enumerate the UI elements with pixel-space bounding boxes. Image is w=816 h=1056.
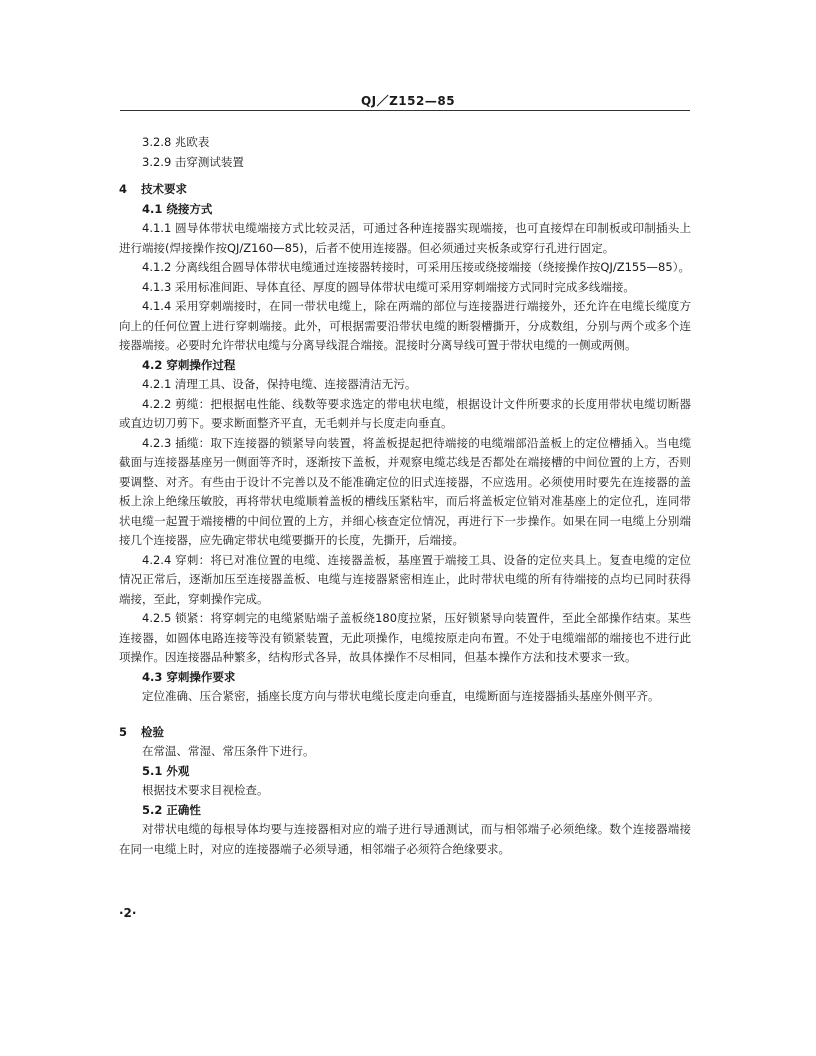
para-4-2-3: 4.2.3 插缆：取下连接器的锁紧导向装置，将盖板提起把待端接的电缆端部沿盖板上的定位槽插入。当电缆截面与连接器基座另一侧面等齐时，逐渐按下盖板，并观察电缆芯线是否都处在端接槽的中间位置的上方，否则要调整、对齐。有些由于设计不完善以及不能准确定位的旧式连接器，不应选用。必须使用时要先在连接器的盖板上涂上绝缘压敏胶，再将带状电缆顺着盖板的槽线压紧粘牢，而后将盖板定位销对准基座上的定位孔，连同带状电缆一起置于端接槽的中间位置的上方，并细心核查定位情况，再进行下一步操作。如果在同一电缆上分别端接几个连接器，应先确定带状电缆要撕开的长度，先撕开，后端接。: [119, 435, 691, 547]
document-body: [119, 133, 691, 859]
subsection-4-1-heading: 4.1 绕接方式: [142, 201, 213, 216]
para-4-2-4: 4.2.4 穿刺：将已对准位置的电缆、连接器盖板，基座置于端接工具、设备的定位夹具上。复查电缆的定位情况正常后，逐渐加压至连接器盖板、电缆与连接器紧密相连止，此时带状电缆的所有待端接的点均已同时获得端接，至此，穿刺操作完成。: [119, 552, 691, 606]
item-3-2-8: 3.2.8 兆欧表: [142, 135, 210, 149]
standard-code-header: QJ／Z152—85: [360, 94, 456, 108]
para-4-1-4: 4.1.4 采用穿刺端接时，在同一带状电缆上，除在两端的部位与连接器进行端接外，还允许在电缆长缆度方向上的任何位置上进行穿刺端接。此外，可根据需要沿带状电缆的断裂槽撕开，分成数组，分别与两个或多个连接器端接。必要时允许带状电缆与分离导线混合端接。混接时分离导线可置于带状电缆的一侧或两侧。: [119, 299, 691, 352]
section-gap: [119, 707, 691, 715]
subsection-5-1-heading: 5.1 外观: [142, 763, 190, 778]
section-4-heading: [119, 180, 691, 200]
para-5-intro: 在常温、常湿、常压条件下进行。: [142, 744, 315, 758]
item-3-2-9: 3.2.9 击穿测试装置: [142, 154, 244, 169]
page-number: ·2·: [119, 906, 137, 920]
para-5-2: 对带状电缆的每根导体均要与连接器相对应的端子进行导通测试，而与相邻端子必须绝缘。数个连接器端接在同一电缆上时，对应的连接器端子必须导通，相邻端子必须符合绝缘要求。: [119, 822, 691, 856]
section-5-heading: [119, 723, 691, 743]
section-5-title: 检验: [141, 724, 164, 739]
para-4-2-2: 4.2.2 剪缆：把根据电性能、线数等要求选定的带电状电缆，根据设计文件所要求的长度用带状电缆切断器或直边切刀剪下。要求断面整齐平直，无毛刺并与长度走向垂直。: [119, 396, 691, 430]
subsection-4-3-heading: 4.3 穿刺操作要求: [142, 669, 236, 684]
section-4-title: 技术要求: [141, 182, 187, 196]
para-5-1: 根据技术要求目视检查。: [142, 783, 269, 797]
subsection-4-2-heading: 4.2 穿刺操作过程: [142, 357, 236, 372]
para-4-1-2: 4.1.2 分离线组合圆导体带状电缆通过连接器转接时，可采用压接或绕接端接（绕接操作按QJ/Z155—85）。: [142, 260, 690, 274]
section-4-number: 4: [119, 182, 128, 196]
section-5-number: 5: [119, 724, 128, 739]
para-4-3: 定位准确、压合紧密，插座长度方向与带状电缆长度走向垂直，电缆断面与连接器插头基座外侧平齐。: [142, 689, 660, 703]
subsection-5-2-heading: 5.2 正确性: [142, 802, 201, 817]
para-4-1-1: 4.1.1 圆导体带状电缆端接方式比较灵活，可通过各种连接器实现端接，也可直接焊在印制板或印制插头上进行端接(焊接操作按QJ/Z160—85)，后者不使用连接器。但必须通过夹板条或穿行孔进行固定。: [119, 221, 691, 255]
header-rule: [120, 110, 690, 111]
para-4-2-1: 4.2.1 清理工具、设备，保持电缆、连接器清洁无污。: [142, 377, 417, 391]
para-4-1-3: 4.1.3 采用标准间距、导体直径、厚度的圆导体带状电缆可采用穿刺端接方式同时完成多线端接。: [142, 279, 635, 294]
para-4-2-5: 4.2.5 锁紧：将穿刺完的电缆紧贴端子盖板绕180度拉紧，压好锁紧导向装置件，至此全部操作结束。某些连接器，如圆体电路连接等没有锁紧装置，无此项操作，电缆按原走向布置。不处于电缆端部的端接也不进行此项操作。因连接器品种繁多，结构形式各异，故具体操作不尽相同，但基本操作方法和技术要求一致。: [119, 611, 691, 664]
